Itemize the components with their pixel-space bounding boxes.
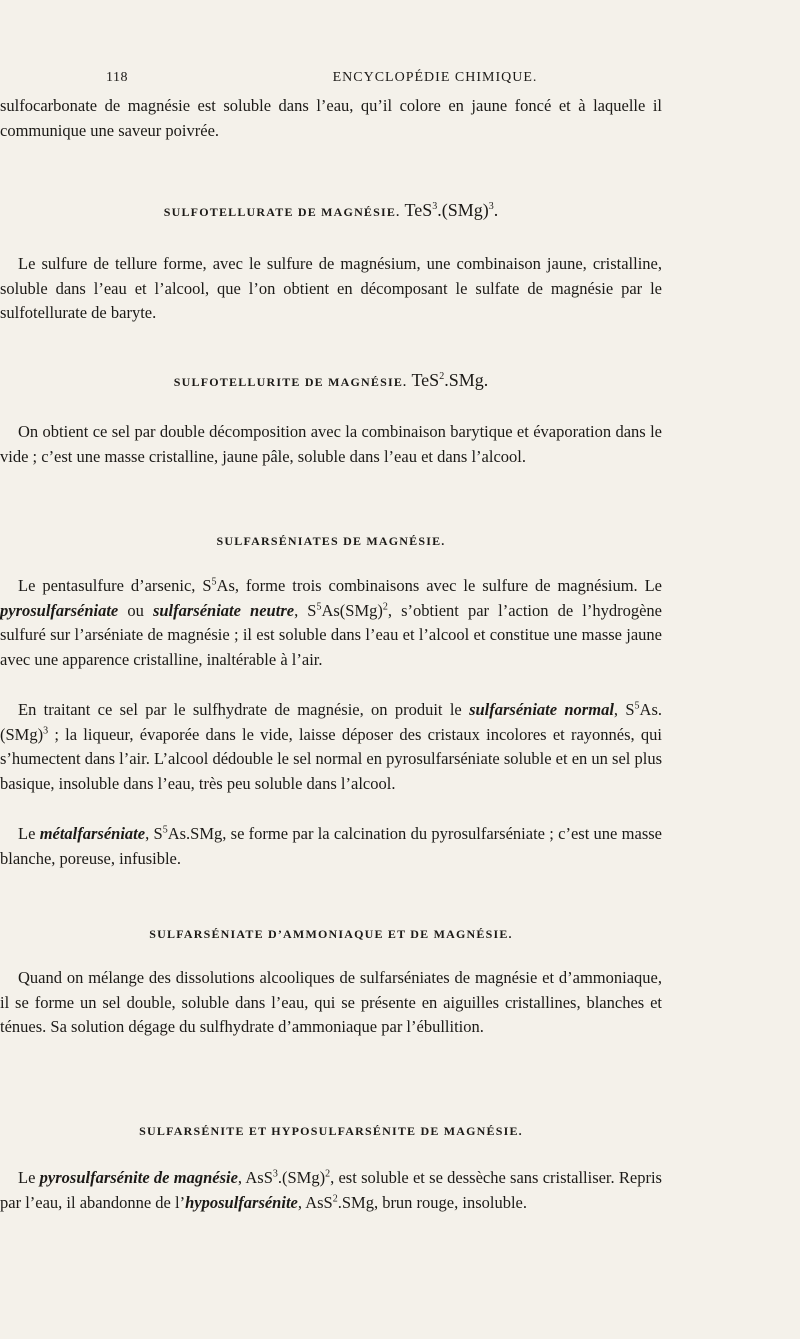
- heading-text: SULFARSÉNIATE D’AMMONIAQUE ET DE MAGNÉSIE.: [149, 927, 513, 941]
- heading-text: SULFOTELLURATE DE MAGNÉSIE.: [163, 205, 401, 219]
- section-heading-sulfarsenite: [0, 1124, 662, 1139]
- paragraph-ammoniaque: Quand on mélange des dissolutions alcooliques de sulfarséniates de magnésie et d’ammoniaque, il se forme un sel double, soluble dans l’eau, qui se présente en aiguilles cristallines, blanches et ténues. Sa solution dégage du sulfhydrate d’ammoniaque par l’ébullition.: [0, 968, 662, 1037]
- running-header: [104, 64, 766, 90]
- section-heading-sulfotellurite: [0, 370, 662, 391]
- heading-formula: TeS$^3$.(SMg)$^3$.: [404, 200, 499, 220]
- paragraph-sulfotellurate: Le sulfure de tellure forme, avec le sulfure de magnésium, une combinaison jaune, cristalline, soluble dans l’eau et l’alcool, que l’on obtient en décomposant le sulfate de magnésie par le sulfotellurate de baryte.: [0, 254, 662, 323]
- paragraph-metalfarseniate: Le métalfarséniate, $S^5As.SMg$, se forme par la calcination du pyrosulfarséniate ; c’est une masse blanche, poreuse, infusible.: [0, 824, 662, 868]
- paragraph-sulfarseniate-normal: En traitant ce sel par le sulfhydrate de magnésie, on produit le sulfarséniate normal, $S^5As.(SMg)^3$ ; la liqueur, évaporée dans le vide, laisse déposer des cristaux incolores et rayonnés, qui s’humectent dans l’air. L’alcool dédouble le sel normal en pyrosulfarséniate soluble et en un sel plus basique, insoluble dans l’eau, très peu soluble dans l’alcool.: [0, 700, 662, 793]
- paragraph-sulfarsenite: Le pyrosulfarsénite de magnésie, AsS$^3$.(SMg)$^2$, est soluble et se dessèche sans cristalliser. Repris par l’eau, il abandonne de l’hyposulfarsénite, AsS$^2$.SMg, brun rouge, insoluble.: [0, 1168, 662, 1212]
- page: [104, 64, 766, 90]
- paragraph-pyrosulfarseniate: Le pentasulfure d’arsenic, $S^5As$, forme trois combinaisons avec le sulfure de magnésium. Le pyrosulfarséniate ou sulfarséniate neutre, $S^5As(SMg)^2$, s’obtient par l’action de l’hydrogène sulfuré sur l’arséniate de magnésie ; il est soluble dans l’eau et l’alcool et constitue une masse jaune avec une apparence cristalline, inaltérable à l’air.: [0, 576, 662, 669]
- section-heading-sulfotellurate: [0, 200, 662, 221]
- section-heading-ammoniaque: [0, 927, 662, 942]
- paragraph-intro: sulfocarbonate de magnésie est soluble dans l’eau, qu’il colore en jaune foncé et à laquelle il communique une saveur poivrée.: [0, 96, 662, 140]
- paragraph-sulfotellurite: On obtient ce sel par double décomposition avec la combinaison barytique et évaporation dans le vide ; c’est une masse cristalline, jaune pâle, soluble dans l’eau et dans l’alcool.: [0, 422, 662, 466]
- heading-text: SULFOTELLURITE DE MAGNÉSIE.: [173, 375, 408, 389]
- heading-text: SULFARSÉNITE ET HYPOSULFARSÉNITE DE MAGNÉSIE.: [139, 1124, 523, 1138]
- section-heading-sulfarseniates: [0, 534, 662, 549]
- running-title: ENCYCLOPÉDIE CHIMIQUE.: [332, 70, 538, 85]
- heading-formula: TeS$^2$.SMg.: [411, 370, 489, 390]
- page-number: 118: [106, 70, 128, 85]
- heading-text: SULFARSÉNIATES DE MAGNÉSIE.: [216, 534, 446, 548]
